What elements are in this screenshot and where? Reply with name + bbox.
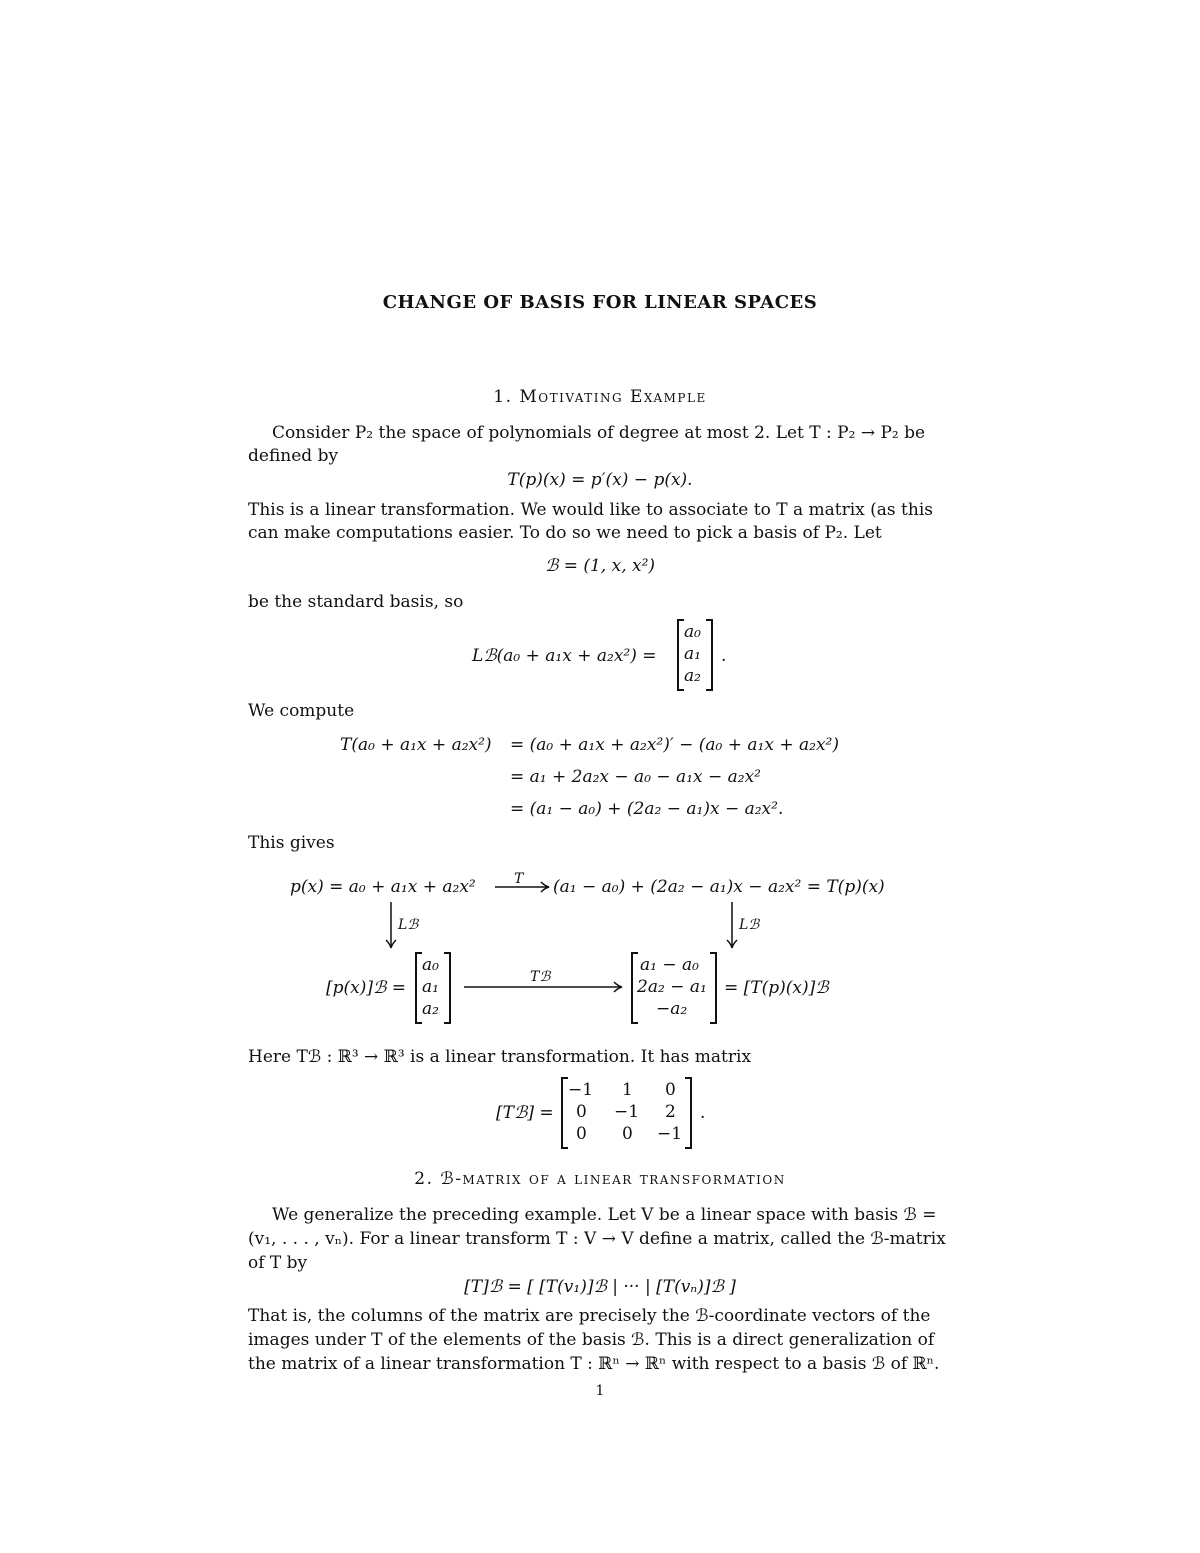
page-number: 1: [595, 1383, 605, 1399]
matrix-cell: −1: [614, 1102, 640, 1122]
right-bracket: [706, 619, 713, 691]
right-bracket: [685, 1077, 692, 1149]
paragraph-4: We compute: [248, 701, 355, 721]
equation-2: ℬ = (1, x, x²): [544, 556, 656, 576]
diagram-bottom-left: [p(x)]ℬ =: [326, 978, 407, 998]
vector-entry: a₁ − a₀: [640, 955, 699, 975]
right-arrow-icon: [495, 880, 551, 894]
calc-line-1-lhs: T(a₀ + a₁x + a₂x²): [340, 735, 492, 755]
down-arrow-icon: [725, 902, 739, 950]
equation-3-lhs: Lℬ(a₀ + a₁x + a₂x²) =: [472, 646, 657, 666]
down-arrow-icon: [384, 902, 398, 950]
section-2-paragraph-2-line-1: That is, the columns of the matrix are precisely the ℬ-coordinate vectors of the: [248, 1306, 931, 1326]
section-2-paragraph-2-line-3: the matrix of a linear transformation T : ℝⁿ → ℝⁿ with respect to a basis ℬ of ℝⁿ.: [248, 1354, 940, 1374]
left-bracket: [561, 1077, 568, 1149]
section-1-heading: 1. Motivating Example: [493, 387, 707, 407]
matrix-cell: −1: [568, 1080, 594, 1100]
matrix-cell: 0: [665, 1080, 676, 1100]
matrix-cell: 1: [622, 1080, 633, 1100]
paragraph-3: be the standard basis, so: [248, 592, 464, 612]
right-bracket: [710, 952, 717, 1024]
right-arrow-icon: [464, 980, 624, 994]
vector-entry: a₀: [422, 955, 439, 975]
matrix-lhs: [Tℬ] =: [496, 1103, 554, 1123]
vector-entry: a₂: [684, 666, 701, 686]
vector-entry: −a₂: [656, 999, 688, 1019]
calc-line-3-rhs: = (a₁ − a₀) + (2a₂ − a₁)x − a₂x².: [510, 799, 784, 819]
section-2-paragraph-1-line-2: (v₁, . . . , vₙ). For a linear transform T : V → V define a matrix, called the ℬ-matrix: [248, 1229, 946, 1249]
left-bracket: [677, 619, 684, 691]
equation-1: T(p)(x) = p′(x) − p(x).: [507, 470, 693, 490]
diagram-bottom-right: = [T(p)(x)]ℬ: [724, 978, 829, 998]
left-bracket: [415, 952, 422, 1024]
vector-entry: 2a₂ − a₁: [637, 977, 707, 997]
equation-3-end: .: [721, 646, 727, 666]
paragraph-2-line-2: can make computations easier. To do so we need to pick a basis of P₂. Let: [248, 523, 882, 543]
diagram-down-label-right: Lℬ: [739, 917, 760, 933]
matrix-cell: 0: [576, 1102, 587, 1122]
calc-line-2-rhs: = a₁ + 2a₂x − a₀ − a₁x − a₂x²: [510, 767, 761, 787]
diagram-top-right: (a₁ − a₀) + (2a₂ − a₁)x − a₂x² = T(p)(x): [553, 877, 885, 897]
matrix-cell: 2: [665, 1102, 676, 1122]
matrix-cell: 0: [576, 1124, 587, 1144]
vector-entry: a₁: [422, 977, 439, 997]
page-title: CHANGE OF BASIS FOR LINEAR SPACES: [382, 292, 818, 313]
diagram-bottom-arrow-label: Tℬ: [530, 969, 551, 985]
diagram-down-label-left: Lℬ: [398, 917, 419, 933]
section-2-paragraph-1-line-3: of T by: [248, 1253, 308, 1273]
paragraph-1-line-2: defined by: [248, 446, 339, 466]
right-bracket: [444, 952, 451, 1024]
matrix-cell: 0: [622, 1124, 633, 1144]
vector-entry: a₁: [684, 644, 701, 664]
section-2-paragraph-2-line-2: images under T of the elements of the basis ℬ. This is a direct generalization of: [248, 1330, 935, 1350]
vector-entry: a₀: [684, 622, 701, 642]
section-2-equation: [T]ℬ = [ [T(v₁)]ℬ | ··· | [T(vₙ)]ℬ ]: [464, 1277, 736, 1297]
calc-line-1-rhs: = (a₀ + a₁x + a₂x²)′ − (a₀ + a₁x + a₂x²): [510, 735, 839, 755]
matrix-end: .: [700, 1103, 706, 1123]
diagram-top-left: p(x) = a₀ + a₁x + a₂x²: [290, 877, 476, 897]
vector-entry: a₂: [422, 999, 439, 1019]
paragraph-5: This gives: [248, 833, 335, 853]
paragraph-6: Here Tℬ : ℝ³ → ℝ³ is a linear transformation. It has matrix: [248, 1047, 752, 1067]
paragraph-2-line-1: This is a linear transformation. We would like to associate to T a matrix (as this: [248, 500, 933, 520]
paragraph-1-line-1: Consider P₂ the space of polynomials of degree at most 2. Let T : P₂ → P₂ be: [272, 423, 926, 443]
matrix-cell: −1: [657, 1124, 683, 1144]
section-2-paragraph-1-line-1: We generalize the preceding example. Let V be a linear space with basis ℬ =: [272, 1205, 937, 1225]
section-2-heading: 2. ℬ-matrix of a linear transformation: [414, 1169, 786, 1189]
diagram-top-arrow-label: T: [514, 871, 524, 887]
